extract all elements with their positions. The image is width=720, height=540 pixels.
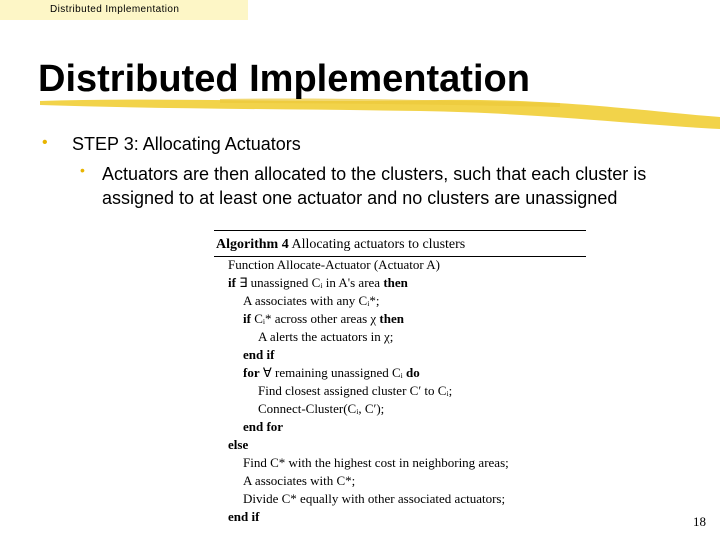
algorithm-top-rule <box>214 230 586 231</box>
algorithm-line: Function Allocate-Actuator (Actuator A) <box>228 257 440 272</box>
bullet-step3: STEP 3: Allocating Actuators <box>72 134 301 154</box>
algorithm-line: A associates with C*; <box>243 473 356 488</box>
algorithm-line: else <box>228 437 249 452</box>
algorithm-line: for ∀ remaining unassigned Cᵢ do <box>243 365 420 380</box>
algorithm-line: if Cᵢ* across other areas χ then <box>243 311 404 326</box>
bullet-actuators: Actuators are then allocated to the clusters, such that each cluster is assigned to at least one actuator and no clusters are unassigned <box>102 164 647 208</box>
algorithm-line: Connect-Cluster(Cᵢ, C′); <box>258 401 385 416</box>
bullet-dot-icon: • <box>80 162 85 178</box>
algorithm-line: end if <box>243 347 275 362</box>
algorithm-label: Algorithm 4 <box>216 237 289 252</box>
algorithm-line: Find closest assigned cluster C′ to Cᵢ; <box>258 383 453 398</box>
algorithm-line: Find C* with the highest cost in neighboring areas; <box>243 455 509 470</box>
algorithm-line: end if <box>228 509 260 524</box>
bullet-dot-icon: • <box>42 134 48 151</box>
algorithm-heading <box>214 234 586 256</box>
algorithm-line: A alerts the actuators in χ; <box>258 329 394 344</box>
page-title: Distributed Implementation <box>38 58 530 100</box>
algorithm-box <box>214 230 586 524</box>
algorithm-title: Allocating actuators to clusters <box>291 237 466 252</box>
algorithm-line: A associates with any Cᵢ*; <box>243 293 380 308</box>
algorithm-lines <box>228 256 588 526</box>
algorithm-line: if ∃ unassigned Cᵢ in A's area then <box>228 275 408 290</box>
header-tab <box>0 0 248 20</box>
algorithm-line: Divide C* equally with other associated actuators; <box>243 491 506 506</box>
header-tab-label: Distributed Implementation <box>50 4 180 15</box>
algorithm-line: end for <box>243 419 284 434</box>
page-number: 18 <box>693 514 706 529</box>
